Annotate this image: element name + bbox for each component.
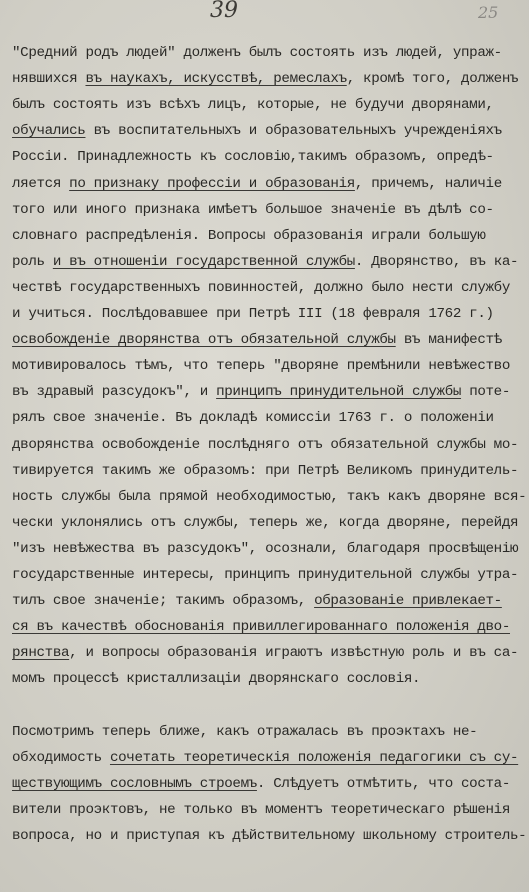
secondary-page-number: 25 (478, 3, 499, 22)
line-text: чествѣ государственныхъ повинностей, должно было нести службу (12, 279, 510, 296)
underlined-phrase: рянства (12, 645, 70, 662)
underlined-phrase: и въ отношеніи государственной службы (52, 253, 355, 270)
text-line (12, 227, 486, 245)
underlined-phrase: ся въ качествѣ обоснованія привиллегированнаго положенія дво- (12, 619, 510, 636)
text-line (12, 488, 526, 506)
line-text: дворянства освобожденіе послѣдняго отъ обязательной службы мо- (12, 436, 519, 453)
line-text: того или иного признака имѣетъ большое значеніе въ дѣлѣ со- (12, 201, 494, 218)
text-line (12, 331, 502, 349)
text-line (12, 44, 502, 62)
page-number: 39 (210, 0, 238, 23)
line-text: тивируется такимъ же образомъ: при Петрѣ Великомъ принудитель- (12, 462, 519, 479)
line-text: поте- (461, 384, 511, 401)
text-line (12, 723, 477, 741)
line-text: . Слѣдуетъ отмѣтить, что соста- (256, 775, 511, 792)
text-line (12, 305, 494, 323)
line-text: вопроса, но и приступая къ дѣйствительному школьному строитель- (12, 828, 527, 844)
underlined-phrase: сочетать теоретическія положенія педагогики съ су- (109, 749, 519, 766)
text-line (12, 148, 494, 166)
line-text: роль (12, 253, 53, 270)
text-line (12, 279, 510, 297)
text-line (12, 540, 518, 558)
text-line (12, 670, 420, 688)
text-line (12, 253, 518, 271)
underlined-phrase: ществующимъ сословнымъ строемъ (12, 775, 257, 792)
underlined-phrase: обучались (12, 123, 86, 140)
line-text: словнаго распредѣленія. Вопросы образованія играли большую (12, 227, 486, 244)
text-line (12, 96, 494, 114)
line-text: въ здравый разсудокъ", и (12, 384, 217, 401)
text-line (12, 201, 494, 219)
text-line (12, 566, 518, 584)
text-line (12, 122, 502, 140)
text-line (12, 749, 518, 767)
underlined-phrase: освобожденіе дворянства отъ обязательной службы (12, 332, 396, 349)
underlined-phrase: образованіе привлекает- (314, 593, 502, 610)
text-line (12, 644, 518, 662)
line-text: ность службы была прямой необходимостью, такъ какъ дворяне вся- (12, 488, 527, 505)
line-text: "изъ невѣжества въ разсудокъ", осознали, благодаря просвѣщенію (12, 540, 519, 557)
line-text: государственные интересы, принципъ принудительной службы утра- (12, 567, 519, 583)
text-line (12, 175, 502, 193)
line-text: вители проэктовъ, не только въ моментъ теоретическаго рѣшенія (12, 801, 510, 818)
line-text: въ воспитательныхъ и образовательныхъ учрежденіяхъ (85, 123, 502, 140)
underlined-phrase: принципъ принудительной службы (216, 384, 462, 401)
line-text: былъ состоять изъ всѣхъ лицъ, которые, не будучи дворянами, (12, 97, 494, 114)
line-text: "Средний родъ людей" долженъ былъ состоять изъ людей, упраж- (12, 45, 502, 61)
line-text: въ манифестѣ (395, 332, 502, 349)
line-text: , причемъ, наличіе (354, 175, 502, 192)
text-line (12, 462, 518, 480)
text-line (12, 514, 518, 532)
line-text: , и вопросы образованія играютъ извѣстную роль и въ са- (69, 645, 519, 662)
text-line (12, 592, 502, 610)
line-text: чески уклонялись отъ службы, теперь же, когда дворяне, перейдя (12, 514, 519, 531)
text-line (12, 357, 510, 375)
line-text: момъ процессѣ кристаллизаціи дворянскаго сословія. (12, 671, 421, 688)
text-line (12, 775, 510, 793)
line-text: и учиться. Послѣдовавшее при Петрѣ III (18 февраля 1762 г.) (12, 306, 494, 322)
line-text: Посмотримъ теперь ближе, какъ отражалась въ проэктахъ не- (12, 723, 478, 740)
line-text: , кромѣ того, долженъ (346, 71, 519, 88)
line-text: обходимость (12, 749, 110, 766)
line-text: тилъ свое значеніе; такимъ образомъ, (12, 593, 315, 610)
line-text: . Дворянство, въ ка- (354, 253, 519, 270)
text-line (12, 409, 494, 427)
line-text: мотивировалось тѣмъ, что теперь "дворяне премѣнили невѣжество (12, 358, 510, 375)
text-line (12, 70, 518, 88)
line-text: Россіи. Принадлежность къ сословію,такимъ образомъ, опредѣ- (12, 149, 494, 166)
text-line (12, 618, 510, 636)
text-line (12, 801, 510, 819)
underlined-phrase: въ наукахъ, искусствѣ, ремеслахъ (85, 71, 347, 88)
text-line (12, 383, 510, 401)
line-text: ляется (12, 175, 70, 192)
underlined-phrase: по признаку профессіи и образованія (69, 175, 355, 192)
text-line (12, 436, 518, 454)
text-line (12, 827, 526, 845)
line-text: нявшихся (12, 71, 86, 88)
line-text: рялъ свое значеніе. Въ докладѣ комиссіи 1763 г. о положеніи (12, 410, 494, 427)
